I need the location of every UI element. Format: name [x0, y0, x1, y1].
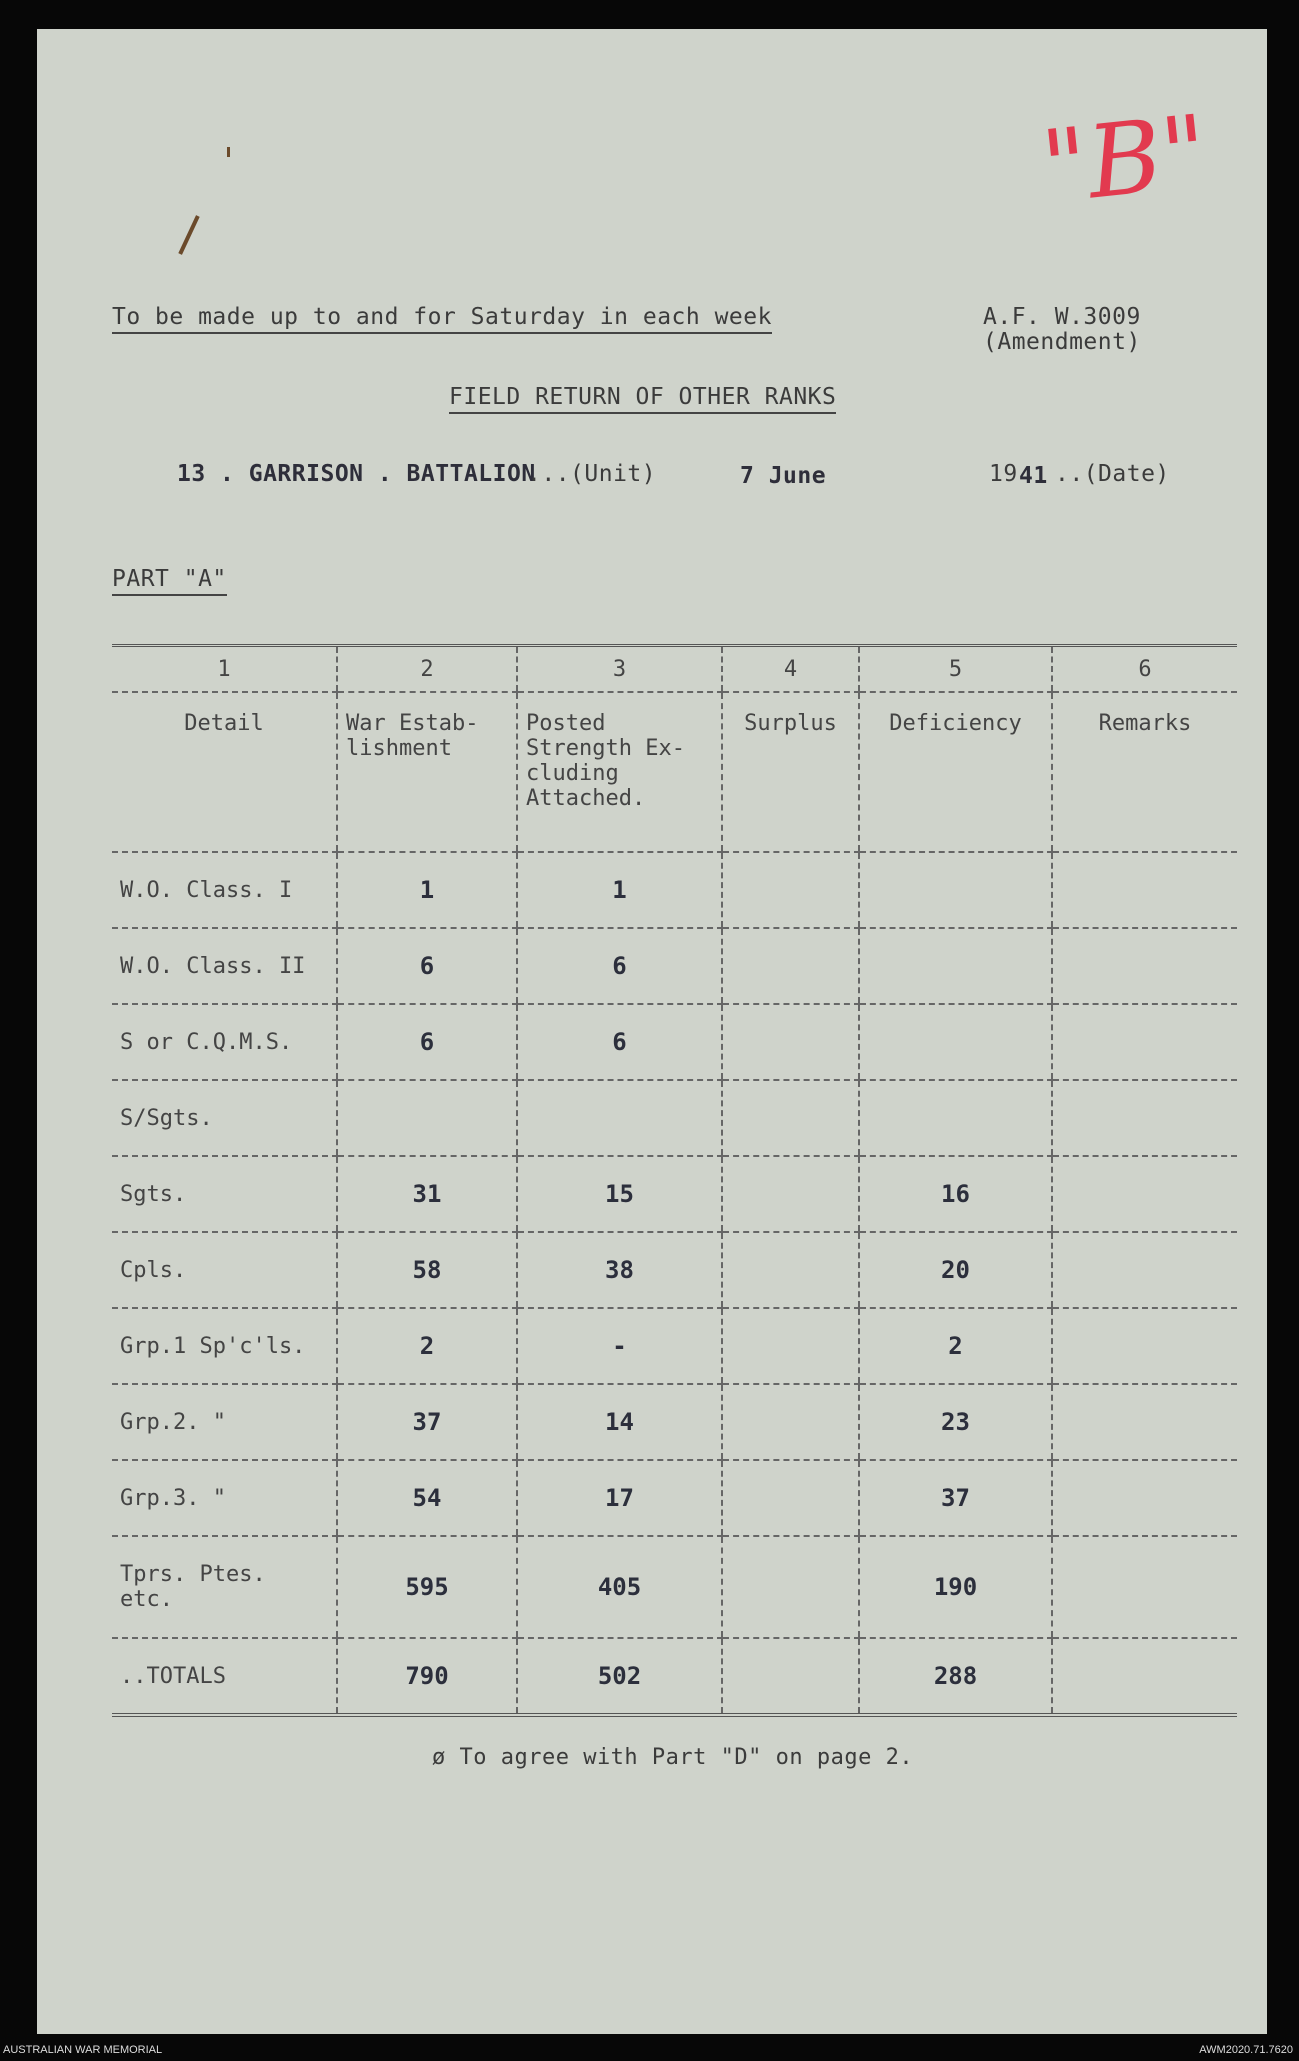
- table-row: [112, 1384, 1237, 1460]
- surplus-cell: [722, 852, 859, 928]
- table-row: [112, 1156, 1237, 1232]
- surplus-cell: [722, 1308, 859, 1384]
- ink-mark: [178, 215, 199, 255]
- posted-strength-cell: [517, 1080, 722, 1156]
- date-label: ..(Date): [1055, 461, 1170, 487]
- remarks-cell: [1052, 1460, 1237, 1536]
- remarks-cell: [1052, 1004, 1237, 1080]
- footnote: ø To agree with Part "D" on page 2.: [432, 1745, 914, 1770]
- surplus-cell: [722, 1004, 859, 1080]
- column-header: Deficiency: [859, 692, 1052, 852]
- table-row: [112, 1460, 1237, 1536]
- war-establishment-cell: 31: [337, 1156, 517, 1232]
- posted-strength-cell: 502: [517, 1638, 722, 1715]
- remarks-cell: [1052, 1156, 1237, 1232]
- deficiency-cell: 16: [859, 1156, 1052, 1232]
- remarks-cell: [1052, 1638, 1237, 1715]
- war-establishment-cell: 595: [337, 1536, 517, 1638]
- ink-mark: [227, 147, 230, 157]
- detail-cell: Grp.2. ": [112, 1384, 337, 1460]
- date-year-prefix: 19: [989, 461, 1018, 487]
- form-amendment: (Amendment): [983, 329, 1141, 355]
- posted-strength-cell: 6: [517, 1004, 722, 1080]
- deficiency-cell: 20: [859, 1232, 1052, 1308]
- deficiency-cell: 190: [859, 1536, 1052, 1638]
- remarks-cell: [1052, 928, 1237, 1004]
- surplus-cell: [722, 1156, 859, 1232]
- table-row: [112, 1536, 1237, 1638]
- war-establishment-cell: 1: [337, 852, 517, 928]
- deficiency-cell: 37: [859, 1460, 1052, 1536]
- table-row: [112, 1308, 1237, 1384]
- remarks-cell: [1052, 1080, 1237, 1156]
- table-row: [112, 1004, 1237, 1080]
- posted-strength-cell: 17: [517, 1460, 722, 1536]
- surplus-cell: [722, 1080, 859, 1156]
- field-return-table: [112, 644, 1237, 1717]
- table-row: [112, 1232, 1237, 1308]
- detail-cell: W.O. Class. I: [112, 852, 337, 928]
- war-establishment-cell: 790: [337, 1638, 517, 1715]
- footer-credit: AUSTRALIAN WAR MEMORIAL: [3, 2044, 163, 2056]
- part-label: PART "A": [112, 566, 227, 596]
- war-establishment-cell: 2: [337, 1308, 517, 1384]
- remarks-cell: [1052, 1384, 1237, 1460]
- war-establishment-cell: 6: [337, 1004, 517, 1080]
- detail-cell: S/Sgts.: [112, 1080, 337, 1156]
- document-page: [37, 29, 1267, 2034]
- surplus-cell: [722, 1384, 859, 1460]
- deficiency-cell: [859, 852, 1052, 928]
- surplus-cell: [722, 1460, 859, 1536]
- war-establishment-cell: 58: [337, 1232, 517, 1308]
- column-number-row: [112, 646, 1237, 693]
- column-header: Surplus: [722, 692, 859, 852]
- posted-strength-cell: 405: [517, 1536, 722, 1638]
- column-header: Detail: [112, 692, 337, 852]
- detail-cell: W.O. Class. II: [112, 928, 337, 1004]
- surplus-cell: [722, 928, 859, 1004]
- posted-strength-cell: 14: [517, 1384, 722, 1460]
- table-row: [112, 852, 1237, 928]
- form-number: A.F. W.3009: [983, 304, 1141, 330]
- totals-row: [112, 1638, 1237, 1715]
- column-number: 6: [1052, 646, 1237, 693]
- instruction-text: To be made up to and for Saturday in each week: [112, 304, 772, 334]
- column-header: Posted Strength Ex- cluding Attached.: [517, 692, 722, 852]
- remarks-cell: [1052, 1308, 1237, 1384]
- remarks-cell: [1052, 1232, 1237, 1308]
- detail-cell: Cpls.: [112, 1232, 337, 1308]
- deficiency-cell: 2: [859, 1308, 1052, 1384]
- surplus-cell: [722, 1638, 859, 1715]
- war-establishment-cell: [337, 1080, 517, 1156]
- deficiency-cell: [859, 1004, 1052, 1080]
- table-row: [112, 1080, 1237, 1156]
- detail-cell: Grp.3. ": [112, 1460, 337, 1536]
- column-header: War Estab- lishment: [337, 692, 517, 852]
- surplus-cell: [722, 1536, 859, 1638]
- remarks-cell: [1052, 1536, 1237, 1638]
- detail-cell: ..TOTALS: [112, 1638, 337, 1715]
- column-number: 4: [722, 646, 859, 693]
- detail-cell: S or C.Q.M.S.: [112, 1004, 337, 1080]
- column-number: 5: [859, 646, 1052, 693]
- war-establishment-cell: 54: [337, 1460, 517, 1536]
- posted-strength-cell: -: [517, 1308, 722, 1384]
- posted-strength-cell: 15: [517, 1156, 722, 1232]
- column-number: 3: [517, 646, 722, 693]
- posted-strength-cell: 6: [517, 928, 722, 1004]
- date-value: 7 June: [740, 463, 827, 489]
- posted-strength-cell: 38: [517, 1232, 722, 1308]
- column-header-row: [112, 692, 1237, 852]
- detail-cell: Grp.1 Sp'c'ls.: [112, 1308, 337, 1384]
- war-establishment-cell: 6: [337, 928, 517, 1004]
- deficiency-cell: [859, 928, 1052, 1004]
- war-establishment-cell: 37: [337, 1384, 517, 1460]
- deficiency-cell: 288: [859, 1638, 1052, 1715]
- remarks-cell: [1052, 852, 1237, 928]
- detail-cell: Tprs. Ptes. etc.: [112, 1536, 337, 1638]
- footer-id: AWM2020.71.7620: [1199, 2044, 1293, 2056]
- table-row: [112, 928, 1237, 1004]
- surplus-cell: [722, 1232, 859, 1308]
- unit-value: 13 . GARRISON . BATTALION: [177, 461, 536, 487]
- date-year-suffix: 41: [1019, 463, 1048, 489]
- posted-strength-cell: 1: [517, 852, 722, 928]
- deficiency-cell: [859, 1080, 1052, 1156]
- detail-cell: Sgts.: [112, 1156, 337, 1232]
- unit-label: ...(Unit): [527, 461, 657, 487]
- page-title: FIELD RETURN OF OTHER RANKS: [449, 384, 836, 414]
- column-header: Remarks: [1052, 692, 1237, 852]
- column-number: 2: [337, 646, 517, 693]
- red-annotation: "B": [1036, 92, 1214, 227]
- column-number: 1: [112, 646, 337, 693]
- archive-footer: [0, 2040, 1299, 2061]
- deficiency-cell: 23: [859, 1384, 1052, 1460]
